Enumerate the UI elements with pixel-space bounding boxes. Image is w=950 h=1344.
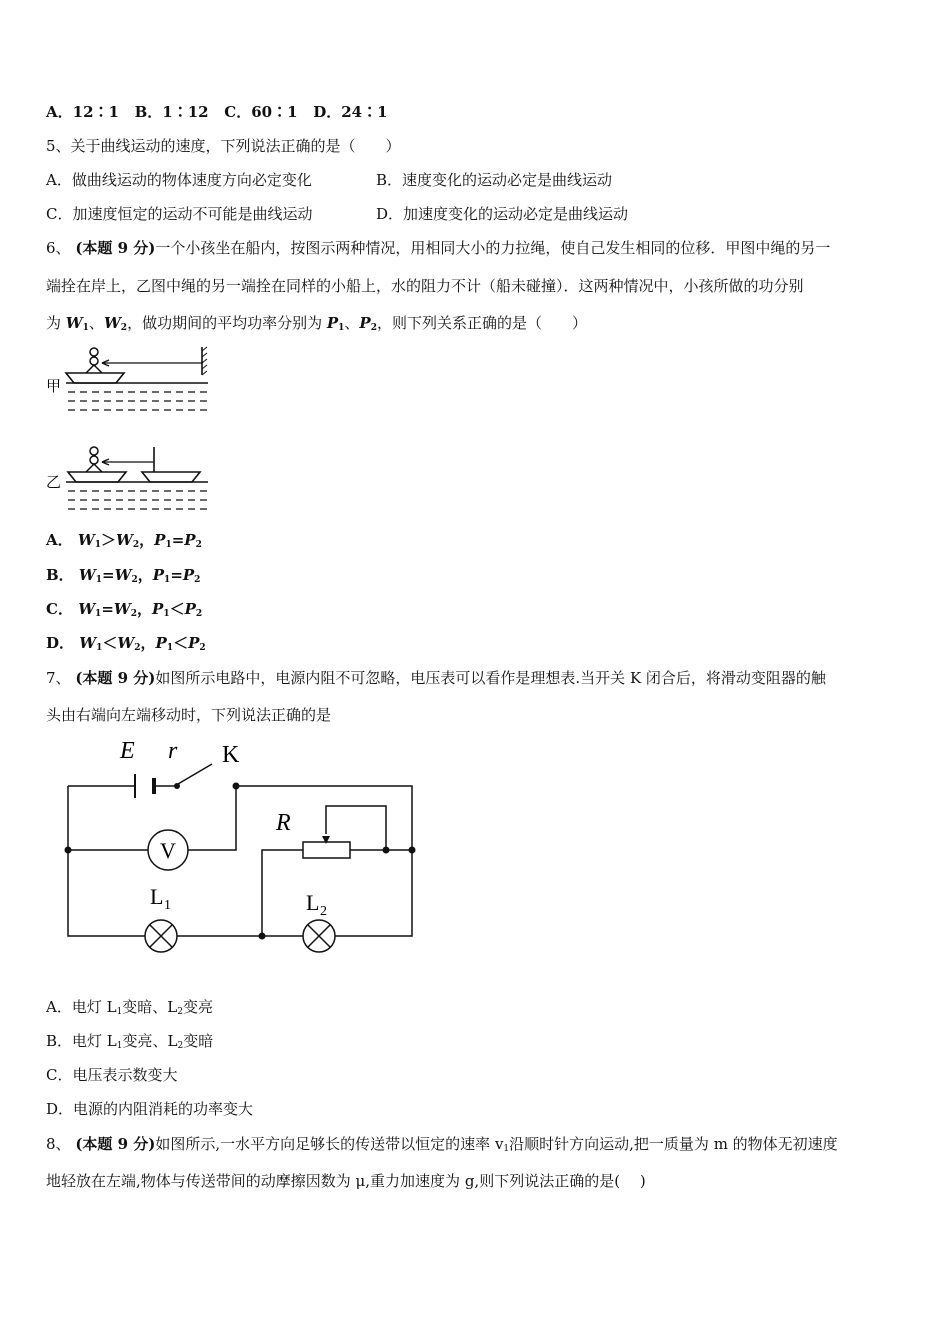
sub-2: 2 (370, 323, 377, 333)
q6-text-3b: ，做功期间的平均功率分别为 (127, 314, 323, 332)
sub-2: 2 (194, 575, 201, 585)
q7-b-end: 变暗 (183, 1032, 214, 1050)
sym-p: P (155, 634, 167, 652)
sub-2: 2 (131, 575, 138, 585)
q7-stem-line1 (46, 668, 826, 688)
sym-p: P (359, 314, 371, 332)
q6-option-d (46, 633, 206, 658)
q4-option-b: B．1∶12 (134, 103, 209, 121)
relation-1: ＞ (101, 531, 117, 549)
q8-score-tag: (本题 9 分) (75, 1135, 156, 1153)
q8-stem-line2: 地轻放在左端,物体与传送带间的动摩擦因数为 μ,重力加速度为 g,则下列说法正确的是( ) (46, 1172, 646, 1190)
q7-option-b (46, 1031, 213, 1056)
q4-option-d: D．24∶1 (313, 103, 388, 121)
sub-1: 1 (116, 1041, 123, 1051)
sub-1: 1 (96, 643, 103, 653)
relation-2: ＜ (173, 634, 189, 652)
sep: 、 (88, 314, 104, 332)
sym-w: W (65, 314, 83, 332)
q6-stem-line2: 端拴在岸上，乙图中绳的另一端拴在同样的小船上，水的阻力不计（船未碰撞）．这两种情况中，小孩所做的功分别 (46, 277, 804, 295)
q4-option-a: A．12∶1 (46, 103, 119, 121)
lamp1-label: L (150, 884, 164, 909)
sub-2: 2 (177, 1007, 183, 1017)
fig-label-jia: 甲 (46, 379, 62, 395)
opt-letter: C． (46, 600, 73, 618)
lamp2-sub: 2 (320, 904, 327, 919)
q7-circuit-diagram (60, 738, 425, 963)
sub-2: 2 (199, 643, 206, 653)
q6-stem-line1 (46, 238, 830, 258)
q5-options-row1 (46, 170, 613, 190)
sym-p: P (188, 634, 200, 652)
q4-option-c: C．60∶1 (224, 103, 298, 121)
sym-w: W (103, 314, 121, 332)
opt-letter: A． (46, 531, 73, 549)
q8-text-1-rest: 沿顺时针方向运动,把一质量为 m 的物体无初速度 (509, 1135, 838, 1153)
q7-b-text: B．电灯 L (46, 1032, 117, 1050)
sym-w: W (78, 566, 96, 584)
rheostat-label: R (276, 810, 291, 836)
sym-w: W (78, 600, 96, 618)
q7-score-tag: (本题 9 分) (75, 669, 156, 687)
relation-2: = (170, 566, 183, 584)
voltmeter-label: V (160, 838, 176, 863)
sub-1: 1 (94, 540, 101, 550)
sub-1: 1 (95, 609, 102, 619)
q6-option-c (46, 599, 202, 624)
sym-p: P (182, 566, 195, 584)
sym-w: W (114, 566, 132, 584)
q5-stem: 5、关于曲线运动的速度，下列说法正确的是（ ） (46, 137, 401, 155)
sub-1: 1 (116, 1007, 123, 1017)
sym-w: W (113, 600, 131, 618)
fig-label-yi: 乙 (46, 475, 62, 491)
sym-p: P (154, 531, 166, 549)
relation-2: = (171, 531, 185, 549)
q7-text-1: 如图所示电路中，电源内阻不可忽略，电压表可以看作是理想表.当开关 K 闭合后，将滑动变阻器的触 (155, 669, 826, 687)
q7-option-c: C．电压表示数变大 (46, 1066, 178, 1084)
emf-label: E (120, 738, 135, 764)
sub-2: 2 (130, 609, 138, 619)
comma: ， (140, 634, 156, 652)
q5-option-a: A．做曲线运动的物体速度方向必定变化 (46, 171, 312, 189)
sub-2: 2 (195, 609, 203, 619)
q7-b-rest: 变亮、L (122, 1032, 178, 1050)
sub-1: 1 (165, 540, 172, 550)
sym-w: W (79, 634, 97, 652)
sub-1: 1 (503, 1144, 510, 1154)
switch-label: K (222, 742, 240, 768)
q7-option-d: D．电源的内阻消耗的功率变大 (46, 1100, 254, 1118)
q6-text-3c: ，则下列关系正确的是（ ） (376, 314, 587, 332)
sym-p: P (326, 314, 339, 332)
opt-letter: D． (46, 634, 75, 652)
q8-text-1: 如图所示,一水平方向足够长的传送带以恒定的速率 v (155, 1135, 504, 1153)
q7-stem-line2: 头由右端向左端移动时，下列说法正确的是 (46, 706, 332, 724)
q7-a-rest: 变暗、L (122, 998, 178, 1016)
q7-a-text: A．电灯 L (46, 998, 117, 1016)
q6-figure-yi (46, 443, 216, 511)
relation-2: ＜ (169, 600, 185, 618)
sub-2: 2 (132, 540, 140, 550)
sub-1: 1 (163, 609, 170, 619)
sub-1: 1 (164, 575, 171, 585)
q6-stem-line3 (46, 313, 587, 338)
q5-option-c: C．加速度恒定的运动不可能是曲线运动 (46, 205, 313, 223)
q6-option-b (46, 565, 200, 590)
sym-p: P (184, 531, 196, 549)
relation-1: = (102, 566, 115, 584)
q5-option-d: D．加速度变化的运动必定是曲线运动 (376, 205, 629, 223)
q4-options-row (46, 102, 388, 122)
q5-options-row2 (46, 204, 629, 224)
sub-1: 1 (166, 643, 174, 653)
sym-w: W (116, 531, 133, 549)
sub-2: 2 (195, 540, 202, 550)
internal-resistance-label: r (168, 738, 178, 764)
comma: ， (139, 531, 155, 549)
opt-letter: B． (46, 566, 74, 584)
sub-1: 1 (338, 323, 345, 333)
sym-p: P (152, 600, 164, 618)
sub-2: 2 (134, 643, 141, 653)
sym-p: P (184, 600, 196, 618)
relation-1: ＜ (102, 634, 118, 652)
sub-1: 1 (82, 323, 89, 333)
q6-figure-jia (46, 343, 216, 415)
q8-stem-line1 (46, 1134, 838, 1159)
q6-option-a (46, 530, 202, 555)
q6-text-3a: 为 (46, 314, 62, 332)
sym-w: W (77, 531, 95, 549)
q6-score-tag: (本题 9 分) (75, 239, 156, 257)
relation-1: = (101, 600, 114, 618)
q7-number: 7、 (46, 669, 71, 687)
q7-option-a (46, 997, 213, 1022)
lamp2-label: L (306, 890, 320, 915)
comma: ， (137, 600, 153, 618)
q8-number: 8、 (46, 1135, 71, 1153)
q6-text-1: 一个小孩坐在船内，按图示两种情况，用相同大小的力拉绳，使自己发生相同的位移．甲图中绳的另一 (155, 239, 831, 257)
comma: ， (137, 566, 153, 584)
sym-w: W (117, 634, 135, 652)
q6-number: 6、 (46, 239, 71, 257)
sub-1: 1 (95, 575, 103, 585)
sub-2: 2 (120, 323, 128, 333)
sym-p: P (152, 566, 165, 584)
q7-a-end: 变亮 (183, 998, 214, 1016)
lamp1-sub: 1 (164, 898, 171, 913)
sub-2: 2 (177, 1041, 184, 1051)
q5-option-b: B．速度变化的运动必定是曲线运动 (376, 171, 613, 189)
sep: 、 (344, 314, 360, 332)
